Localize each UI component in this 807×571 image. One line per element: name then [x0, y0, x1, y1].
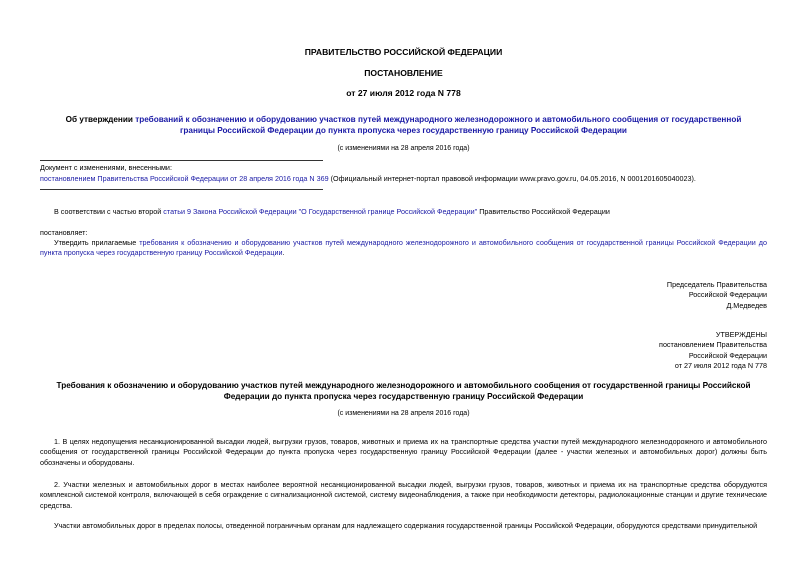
requirements-paragraph-1: 1. В целях недопущения несанкционированной высадки людей, выгрузки грузов, товаров, животных и приема их на транспортные средства участки путей международного железнодорожного и автомобильного сообщения от государственной границы Российской Федерации до пункта пропуска через государственную границу Российской Федерации (далее - участки железных и автомобильных дорог) должны быть обозначены и оборудованы.: [40, 437, 767, 467]
changes-link[interactable]: постановлением Правительства Российской Федерации от 28 апреля 2016 года N 369: [40, 174, 329, 183]
requirements-title: Требования к обозначению и оборудованию участков путей международного железнодорожного и автомобильного сообщения от государственной границы Российской Федерации до пункта пропуска через государственную границу Российской Федерации: [56, 381, 751, 402]
approve-prefix: Утвердить прилагаемые: [54, 238, 140, 247]
requirements-paragraph-3: Участки автомобильных дорог в пределах полосы, отведенной пограничным органам для надлежащего содержания государственной границы Российской Федерации, оборудуются средствами принудительной: [54, 521, 758, 530]
government-heading: ПРАВИТЕЛЬСТВО РОССИЙСКОЙ ФЕДЕРАЦИИ: [304, 47, 503, 57]
signature-name: Д.Медведев: [726, 300, 767, 310]
date-number-heading: от 27 июля 2012 года N 778: [346, 88, 461, 98]
approved-by: постановлением Правительства: [659, 340, 767, 350]
changes-top-divider: [40, 160, 323, 161]
changes-bottom-divider: [40, 189, 323, 190]
approve-paragraph: [40, 238, 767, 259]
approve-suffix: .: [282, 248, 285, 258]
signature-block: [667, 280, 767, 311]
preamble-law-link[interactable]: статьи 9 Закона Российской Федерации "О Государственной границе Российской Федерации": [163, 207, 478, 216]
changes-intro: Документ с изменениями, внесенными:: [40, 163, 172, 172]
requirements-amendment-note: (с изменениями на 28 апреля 2016 года): [337, 410, 470, 417]
signature-position: Председатель Правительства: [666, 280, 767, 289]
document-title: [60, 114, 747, 136]
approved-word: УТВЕРЖДЕНЫ: [715, 330, 767, 339]
title-link[interactable]: требований к обозначению и оборудованию участков путей международного железнодорожного и автомобильного сообщения от государственной границы Российской Федерации до пункта пропуска через государственную границу Российской Федерации: [135, 115, 742, 136]
title-prefix: Об утверждении: [65, 115, 136, 124]
preamble-before: В соответствии с частью второй: [54, 207, 164, 216]
changes-tail: (Официальный интернет-портал правовой информации www.pravo.gov.ru, 04.05.2016, N 0001201605040023).: [328, 174, 696, 183]
requirements-paragraph-2: 2. Участки железных и автомобильных дорог в местах наиболее вероятной несанкционированной высадки людей, выгрузки грузов, товаров, животных и приема их на транспортные средства оборудуются комплексной системой контроля, включающей в себя ограждение с сигнализационной системой, систему видеонаблюдения, а также при необходимости детекторы, радиолокационные станции и другие технические средства.: [40, 480, 767, 510]
amendment-note: (с изменениями на 28 апреля 2016 года): [337, 145, 470, 152]
changes-detail: [40, 174, 767, 184]
approved-block: [659, 330, 767, 372]
decree-word: постановляет:: [40, 228, 88, 237]
requirements-link[interactable]: требования к обозначению и оборудованию участков путей международного железнодорожного и автомобильного сообщения от государственной границы Российской Федерации до пункта пропуска через государственную границу Российской Федерации: [40, 238, 767, 258]
approved-federation: Российской Федерации: [688, 350, 767, 360]
approved-date: от 27 июля 2012 года N 778: [674, 361, 767, 371]
preamble-after: Правительство Российской Федерации: [477, 207, 610, 216]
signature-federation: Российской Федерации: [688, 290, 767, 300]
doc-type-heading: ПОСТАНОВЛЕНИЕ: [364, 68, 443, 78]
preamble-paragraph: [40, 207, 767, 217]
